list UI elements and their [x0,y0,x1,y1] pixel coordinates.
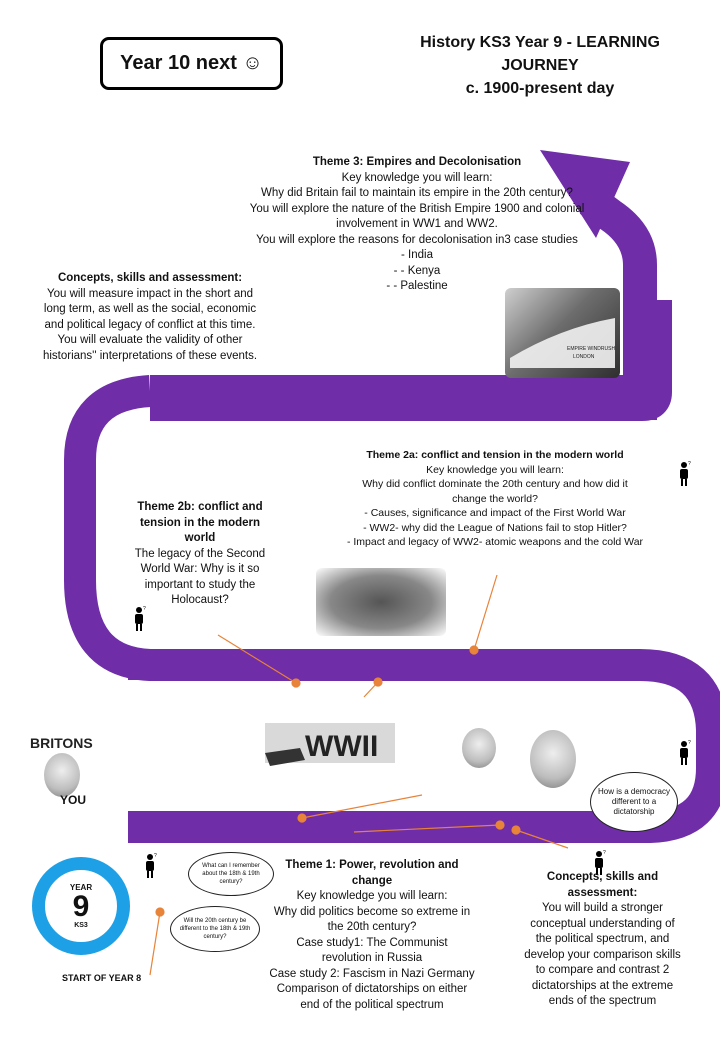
svg-text:?: ? [688,461,691,467]
svg-text:EMPIRE WINDRUSH: EMPIRE WINDRUSH [567,346,616,352]
next-label: Year 10 next ☺ [120,52,263,74]
list-item: - Impact and legacy of WW2- atomic weapons and the cold War [346,536,644,548]
concepts-top-block: Concepts, skills and assessment: You will measure impact in the short and long term, as well as the social, economic and political legacy of conflict at this time. You will evaluate the validity of other historians'' interpretations of these events. [42,272,258,362]
svg-text:?: ? [688,740,691,746]
kitchener-portrait [44,753,80,797]
start-label: START OF YEAR 8 [62,973,142,983]
theme3-title: Theme 3: Empires and Decolonisation [312,156,522,168]
theme3-block: Theme 3: Empires and Decolonisation Key knowledge you will learn: Why did Britain fail to maintain its empire in the 20th century? You will explore the nature of the British Empire 1900 and colonial involvement in WW1 and WW2. You will explore the reasons for decolonisation in3 case studies - India - - Kenya - - Palestine [222,155,612,295]
list-item: - WW2- why did the League of Nations fail to stop Hitler? [363,521,627,534]
year-10-next-box [100,37,283,90]
theme2b-block: Theme 2b: conflict and tension in the modern world The legacy of the Second World War: Why is it so important to study the Holocaust? [134,501,266,606]
svg-text:?: ? [154,853,157,859]
remember-bubble: What can I remember about the 18th & 19th century? [188,852,274,896]
thinking-figure-icon [677,740,693,766]
svg-text:?: ? [603,850,606,856]
theme2a-block: Theme 2a: conflict and tension in the modern world Key knowledge you will learn: Why did conflict dominate the 20th century and how did it change the world? - Causes, significance and impact of the First World War - WW2- why did the League of Nations fail to stop Hitler? - Impact and legacy of WW2- atomic weapons and the cold War [330,448,660,550]
thinking-figure-icon [677,461,693,487]
soldiers-photo [316,568,446,636]
svg-text:WWII: WWII [305,730,379,763]
svg-text:?: ? [143,606,146,612]
year-badge: YEAR 9 KS3 [32,857,130,955]
windrush-ship-image [505,288,620,378]
page-title: History KS3 Year 9 - LEARNING JOURNEY c. 1900-present day [420,34,660,97]
different-bubble: Will the 20th century be different to the 18th & 19th century? [170,906,260,952]
thinking-figure-icon [132,606,148,632]
democracy-bubble: How is a democracy different to a dictatorship [590,772,678,832]
svg-text:LONDON: LONDON [573,354,595,360]
britons-poster: BRITONS YOU [30,735,93,807]
stalin-portrait [530,730,576,788]
thinking-figure-icon [143,853,159,879]
hitler-portrait [462,728,496,768]
list-item: - Causes, significance and impact of the First World War [364,507,626,519]
theme1-block: Theme 1: Power, revolution and change Key knowledge you will learn: Why did politics become so extreme in the 20th century? Case study1: The Communist revolution in Russia Case study 2: Fascism in Nazi Germany Comparison of dictatorships on either end of the political spectrum [269,859,475,1011]
ww2-logo-image [255,698,405,778]
concepts-bottom-block: Concepts, skills and assessment: You will build a stronger conceptual understanding of the political spectrum, and develop your comparison skills to compare and contrast 2 dictatorships at the extreme ends of the spectrum [524,871,681,1007]
